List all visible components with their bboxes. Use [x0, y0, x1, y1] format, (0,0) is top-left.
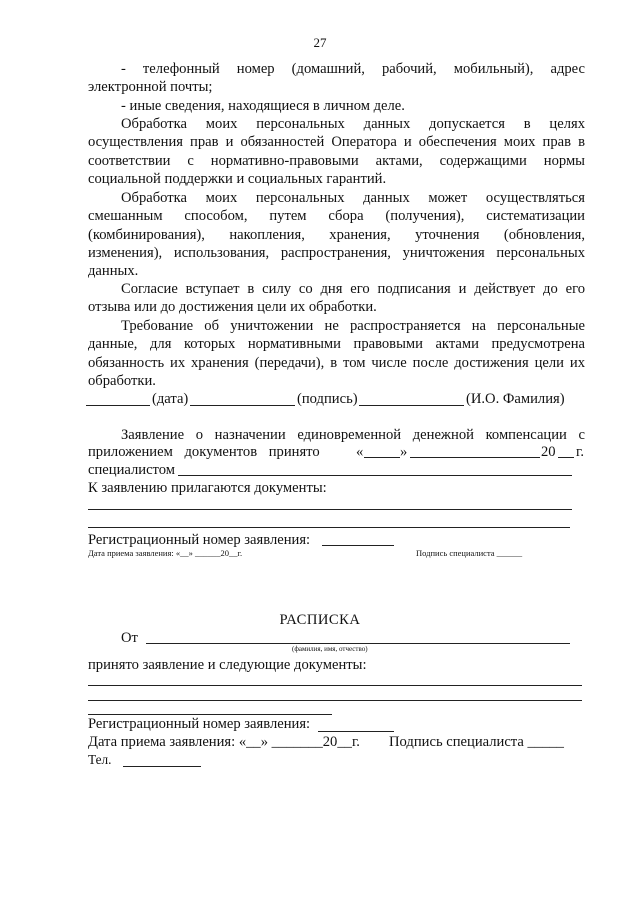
consent-phone-item-cont: электронной почты; [88, 79, 213, 95]
consent-destruction-paragraph: Требование об уничтожении не распространяется на персональные данные, для которых нормативными правовыми актами предусмотрена обязанность их хранения (передачи), в том числе после достижения цели их обработки. [88, 318, 585, 389]
specialist-signature-line: Подпись специалиста ______ [416, 548, 523, 558]
receipt-tel-label: Тел. [88, 752, 112, 767]
application-text: Заявление о назначении единовременной денежной компенсации с [121, 427, 585, 443]
receipt-fio-blank[interactable] [146, 643, 570, 644]
consent-purpose-paragraph: Обработка моих персональных данных допускается в целях осуществления прав и обязанностей Оператора и обеспечения моих прав в соответствии с нормативно-правовыми актами, содержащими нормы социальной поддержки и социальных гарантий. [88, 116, 585, 187]
receipt-docs-line-3[interactable] [88, 714, 332, 715]
page-number: 27 [313, 35, 327, 50]
year-suffix: г. [576, 444, 584, 460]
receipt-from-label: От [121, 630, 138, 646]
receipt-docs-line-1[interactable] [88, 685, 582, 686]
registration-number-label: Регистрационный номер заявления: [88, 532, 311, 548]
receipt-date-line: Дата приема заявления: «__» _______20__г. [88, 734, 360, 750]
date-blank[interactable] [86, 405, 150, 406]
signature-blank[interactable] [190, 405, 295, 406]
receipt-fio-hint: (фамилия, имя, отчество) [292, 645, 368, 653]
name-blank[interactable] [359, 405, 464, 406]
receipt-title: РАСПИСКА [279, 612, 361, 628]
date-label: (дата) [152, 391, 189, 407]
year-prefix: 20 [541, 444, 556, 460]
signature-label: (подпись) [297, 391, 358, 407]
specialist-label: специалистом [88, 462, 175, 478]
day-blank[interactable] [364, 457, 400, 458]
month-blank[interactable] [410, 457, 540, 458]
specialist-blank[interactable] [178, 475, 572, 476]
acceptance-date-line: Дата приема заявления: «__» ______20__г. [88, 548, 243, 558]
year-blank[interactable] [558, 457, 574, 458]
consent-validity-paragraph: Согласие вступает в силу со дня его подписания и действует до его отзыва или до достижения цели их обработки. [88, 281, 585, 316]
receipt-registration-blank[interactable] [318, 731, 394, 732]
consent-method-paragraph: Обработка моих персональных данных может осуществляться смешанным способом, путем сбора (получения), систематизации (комбинирования), накопления, хранения, уточнения (обновления, изменения), использования, распространения, уничтожения персональных данных. [88, 190, 585, 280]
name-label: (И.О. Фамилия) [466, 391, 565, 407]
quote-close: » [400, 444, 408, 460]
quote-open: « [356, 444, 364, 460]
receipt-registration-label: Регистрационный номер заявления: [88, 716, 311, 732]
docs-line-1[interactable] [88, 509, 572, 510]
receipt-signature-line: Подпись специалиста _____ [389, 734, 564, 750]
docs-line-2[interactable] [88, 527, 570, 528]
attached-docs-label: К заявлению прилагаются документы: [88, 480, 327, 496]
consent-other-item: - иные сведения, находящиеся в личном деле. [121, 98, 405, 114]
consent-phone-item: - телефонный номер (домашний, рабочий, мобильный), адрес [121, 61, 585, 77]
receipt-accepted-label: принято заявление и следующие документы: [88, 657, 367, 673]
receipt-tel-blank[interactable] [123, 766, 201, 767]
registration-number-blank[interactable] [322, 545, 394, 546]
receipt-docs-line-2[interactable] [88, 700, 582, 701]
application-accepted-label: приложением документов принято [88, 444, 320, 460]
